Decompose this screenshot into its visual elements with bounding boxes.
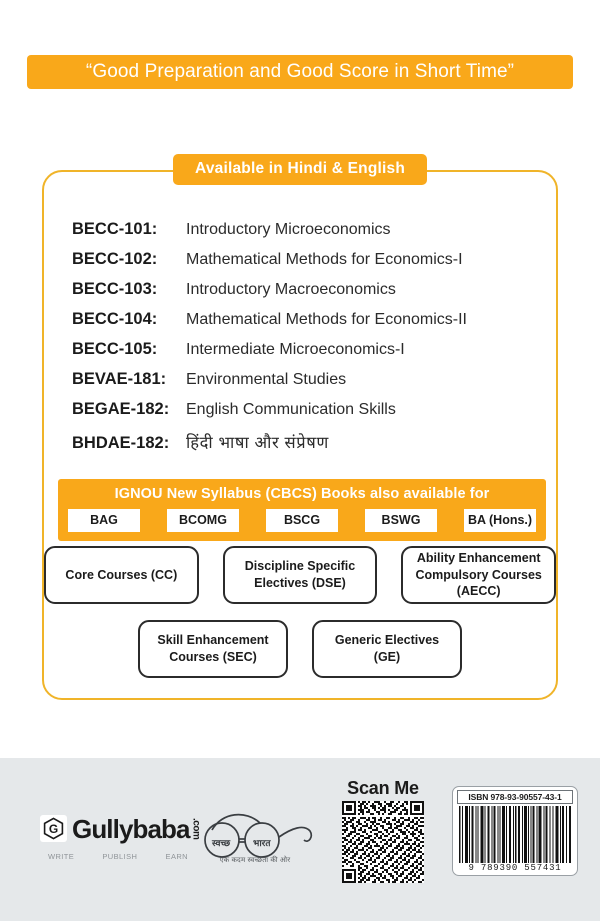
gullybaba-wordmark: Gullybaba [72,813,190,844]
course-row [72,400,536,422]
course-category-row-1 [44,546,556,604]
gullybaba-taglines [48,852,188,861]
swachh-bharat-tagline: एक कदम स्वच्छता की ओर [219,857,291,864]
course-code: BEGAE-182: [72,400,170,418]
available-languages-label: Available in Hindi & English [195,160,405,177]
available-languages-badge [173,154,427,185]
barcode-digits: 9 789390 557431 [468,863,562,873]
course-code: BECC-103: [72,280,158,298]
course-category-row-2 [44,620,556,678]
course-code: BECC-102: [72,250,158,268]
program-tag: BAG [68,509,140,532]
category-box-skill-enhancement-courses: Skill Enhancement Courses (SEC) [138,620,288,678]
gullybaba-domain-suffix: .com [190,817,202,840]
brand-tagline-write: WRITE [48,852,75,861]
program-tag: BCOMG [167,509,239,532]
gullybaba-logo [40,815,201,842]
bharat-label: भारत [253,838,271,848]
course-code: BECC-101: [72,220,158,238]
course-code: BEVAE-181: [72,370,167,388]
swachh-label: स्वच्छ [212,838,231,848]
category-box-discipline-specific-electives: Discipline Specific Electives (DSE) [223,546,378,604]
program-tag: BSCG [266,509,338,532]
course-code: BECC-104: [72,310,158,328]
cbcs-program-tags [58,509,546,532]
gullybaba-hexagon-icon [40,815,67,842]
scan-me-block[interactable] [340,778,426,883]
course-row [72,370,536,392]
cbcs-heading: IGNOU New Syllabus (CBCS) Books also available for [114,486,490,502]
category-box-ability-enhancement-compulsory-courses: Ability Enhancement Compulsory Courses (AECC) [401,546,556,604]
course-code: BHDAE-182: [72,434,170,452]
course-title: हिंदी भाषा और संप्रेषण [186,434,329,452]
course-row [72,280,536,302]
brand-tagline-earn: EARN [165,852,188,861]
category-box-generic-electives: Generic Electives (GE) [312,620,462,678]
tagline-banner [27,55,573,89]
program-tag: BSWG [365,509,437,532]
course-title: Introductory Macroeconomics [186,281,396,298]
category-box-core-courses: Core Courses (CC) [44,546,199,604]
scan-me-label: Scan Me [347,778,419,798]
course-title: Mathematical Methods for Economics-I [186,251,463,268]
course-code: BECC-105: [72,340,158,358]
course-row [72,310,536,332]
course-title: English Communication Skills [186,401,396,418]
course-row [72,340,536,362]
course-title: Mathematical Methods for Economics-II [186,311,467,328]
svg-text:G: G [48,822,59,836]
course-row [72,430,536,452]
course-row [72,250,536,272]
course-panel [42,160,558,700]
barcode-icon [457,806,573,863]
isbn-barcode-block [452,786,578,876]
isbn-number: ISBN 978-93-90557-43-1 [457,790,573,804]
cbcs-programs-band [58,479,546,541]
course-title: Environmental Studies [186,371,347,388]
course-row [72,220,536,242]
course-title: Introductory Microeconomics [186,221,391,238]
program-tag: BA (Hons.) [464,509,536,532]
qr-code-icon[interactable] [342,801,424,883]
tagline-text: “Good Preparation and Good Score in Short Time” [85,61,515,82]
brand-tagline-publish: PUBLISH [102,852,138,861]
course-list [72,220,536,460]
course-title: Intermediate Microeconomics-I [186,341,405,358]
